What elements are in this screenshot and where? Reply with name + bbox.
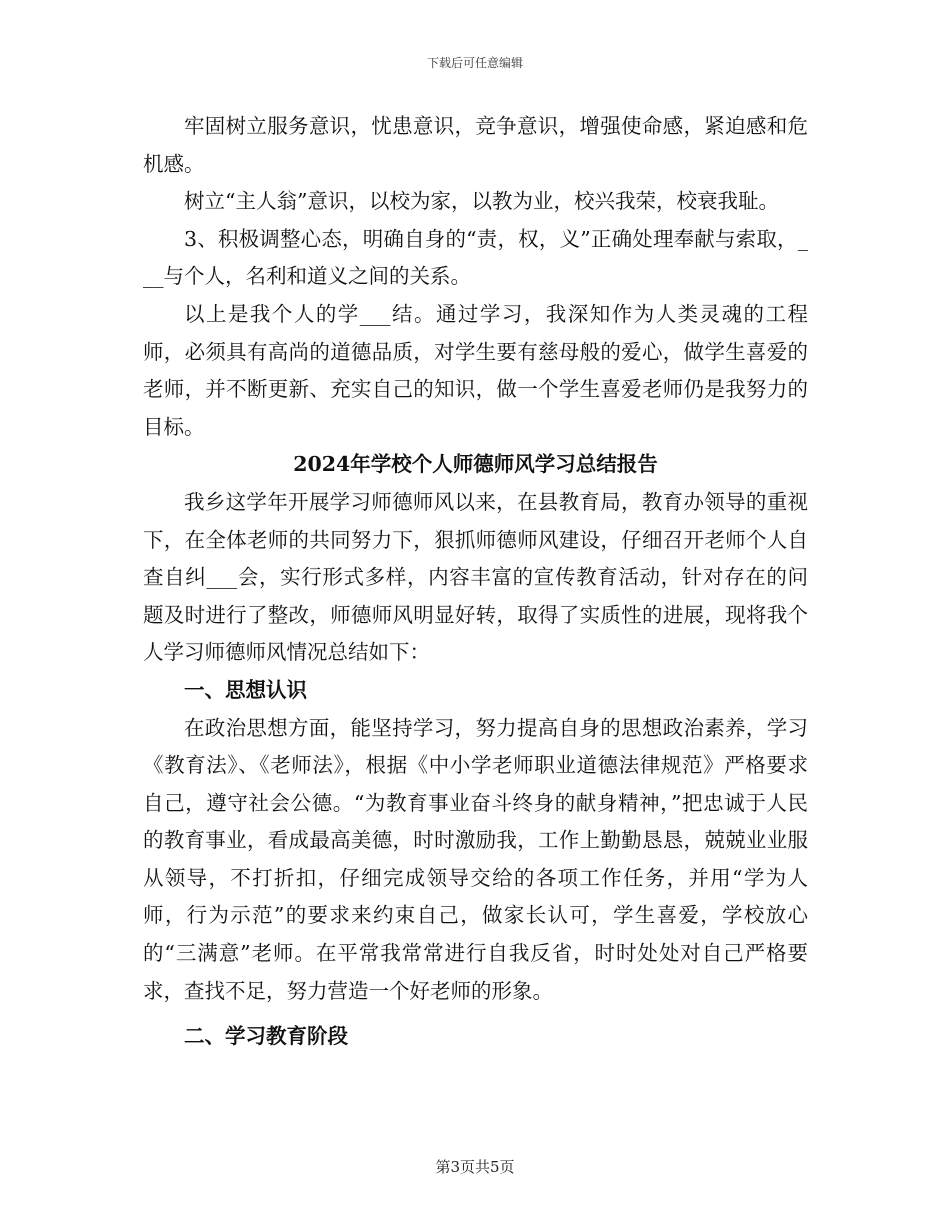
paragraph-adjust-mindset: 3、积极调整心态，明确自身的“责，权，义”正确处理奉献与索取，___与个人，名利和道义之间的关系。 [143, 226, 808, 289]
paragraph-ownership-awareness: 树立“主人翁”意识，以校为家，以教为业，校兴我荣，校衰我耻。 [184, 189, 779, 214]
paragraph-political-thought: 在政治思想方面，能坚持学习，努力提高自身的思想政治素养，学习《教育法》、《老师法》，根据《中小学老师职业道德法律规范》严格要求自己，遵守社会公德。“为教育事业奋斗终身的献身精神，”把忠诚于人民的教育事业，看成最高美德，时时激励我，工作上勤勤恳恳，兢兢业业服从领导，不打折扣，仔细完成领导交给的各项工作任务，并用“学为人师，行为示范”的要求来约束自己，做家长认可，学生喜爱，学校放心的“三满意”老师。在平常我常常进行自我反省，时时处处对自己严格要求，查找不足，努力营造一个好老师的形象。 [143, 715, 808, 1003]
paragraph-summary-conclusion: 以上是我个人的学___结。通过学习，我深知作为人类灵魂的工程师，必须具有高尚的道德品质，对学生要有慈母般的爱心，做学生喜爱的老师，并不断更新、充实自己的知识，做一个学生喜爱老师仍是我努力的目标。 [143, 301, 808, 439]
section-heading-ideology: 一、思想认识 [184, 677, 307, 702]
section-heading-study-stage: 二、学习教育阶段 [184, 1024, 348, 1049]
paragraph-service-awareness: 牢固树立服务意识，忧患意识，竞争意识，增强使命感，紧迫感和危机感。 [143, 114, 808, 176]
page-number: 第3页共5页 [435, 1158, 515, 1176]
document-body [143, 108, 808, 1056]
document-title: 2024年学校个人师德师风学习总结报告 [293, 452, 658, 477]
page-header-note: 下载后可任意编辑 [426, 56, 523, 70]
paragraph-introduction: 我乡这学年开展学习师德师风以来，在县教育局，教育办领导的重视下，在全体老师的共同努力下，狠抓师德师风建设，仔细召开老师个人自查自纠___会，实行形式多样，内容丰富的宣传教育活动，针对存在的问题及时进行了整改，师德师风明显好转，取得了实质性的进展，现将我个人学习师德师风情况总结如下： [143, 489, 808, 665]
